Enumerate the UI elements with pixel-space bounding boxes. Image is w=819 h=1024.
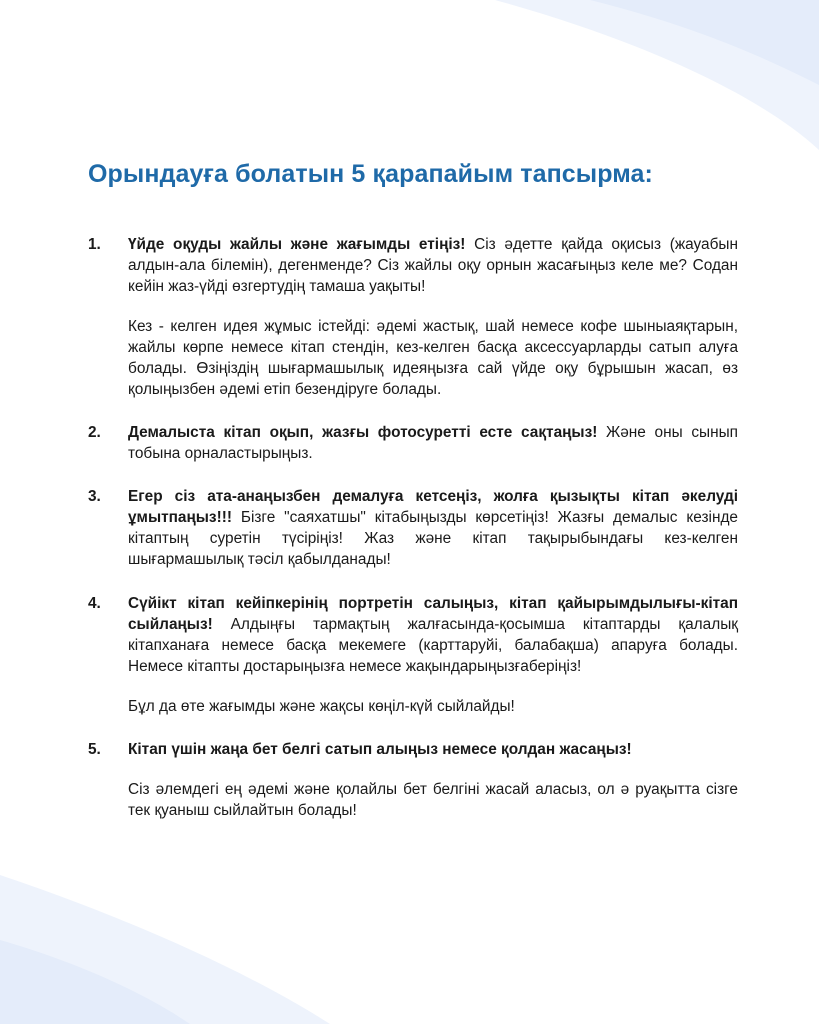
item-number: 5. xyxy=(88,741,101,758)
list-item xyxy=(88,739,738,821)
item-lead: Кітап үшін жаңа бет белгі сатып алыңыз немесе қолдан жасаңыз! xyxy=(128,741,632,758)
item-subparagraph: Кез - келген идея жұмыс істейді: әдемі жастық, шай немесе кофе шыныаяқтарын, жайлы көрпе немесе кітап стендін, кез-келген басқа аксессуарларды сатып алуға болады. Өзіңіздің шығармашылық идеяңызға сай үйде оқу бұрышын жасап, өз қолыңызбен әдемі етіп безендіруге болады. xyxy=(128,318,738,398)
item-lead: Демалыста кітап оқып, жазғы фотосуретті есте сақтаңыз! xyxy=(128,424,598,441)
item-paragraph xyxy=(128,422,738,464)
item-text: Сіз әдетте қайда оқисыз (жауабын алдын-ала білемін), дегенменде? Сіз жайлы оқу орнын жасағыңыз келе ме? Содан кейін жаз-үйді өзгертудің тамаша уақыты! xyxy=(128,236,738,295)
item-paragraph xyxy=(128,234,738,297)
list-item xyxy=(88,593,738,717)
item-paragraph xyxy=(128,593,738,677)
list-item xyxy=(88,486,738,570)
item-number: 2. xyxy=(88,424,101,441)
item-paragraph xyxy=(128,486,738,570)
item-number: 3. xyxy=(88,488,101,505)
item-lead: Сүйікт кітап кейіпкерінің портретін салыңыз, кітап қайырымдылығы-кітап сыйлаңыз! xyxy=(128,595,738,633)
page-title: Орындауға болатын 5 қарапайым тапсырма: xyxy=(88,160,653,188)
item-lead: Егер сіз ата-анаңызбен демалуға кетсеңіз, жолға қызықты кітап әкелуді ұмытпаңыз!!! xyxy=(128,488,738,526)
item-text: Алдыңғы тармақтың жалғасында-қосымша кітаптарды қалалық кітапханаға немесе басқа мекемеге (карттаруйі, балабақша) апаруға болады. Немесе кітапты достарыңызға немесе жақындарыңызғаберіңіз! xyxy=(128,616,738,675)
item-subparagraph: Сіз әлемдегі ең әдемі және қолайлы бет белгіні жасай аласыз, ол ә руақытта сізге тек қуаныш сыйлайтын болады! xyxy=(128,781,738,819)
task-list xyxy=(88,234,738,821)
item-number: 4. xyxy=(88,595,101,612)
item-lead: Үйде оқуды жайлы және жағымды етіңіз! xyxy=(128,236,466,253)
item-text: Бізге "саяхатшы" кітабыңызды көрсетіңіз! Жазғы демалыс кезінде кітаптың суретін түсіріңіз! Жаз және кітап тақырыбындағы кез-келген шығармашылық тәсіл қабылданады! xyxy=(128,509,738,568)
list-item xyxy=(88,234,738,400)
item-subparagraph: Бұл да өте жағымды және жақсы көңіл-күй сыйлайды! xyxy=(128,698,515,715)
item-text: Және оны сынып тобына орналастырыңыз. xyxy=(128,424,738,462)
item-number: 1. xyxy=(88,236,101,253)
item-paragraph xyxy=(128,739,738,760)
list-item xyxy=(88,422,738,464)
